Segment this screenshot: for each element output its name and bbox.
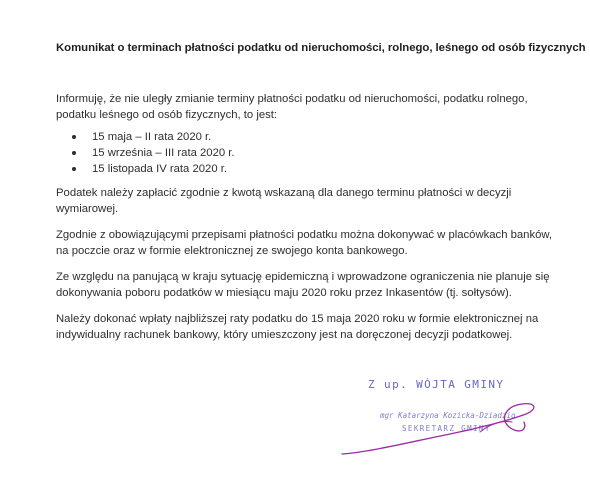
official-stamp [330,362,570,472]
bullet-icon [72,135,76,139]
bullet-icon [72,151,76,155]
paragraph-deadline: Należy dokonać wpłaty najbliższej raty podatku do 15 maja 2020 roku w formie elektronicznej na indywidualny rachunek bankowy, który umieszczony jest na doręczonej decyzji podatkowej. [56,313,539,341]
list-item [56,129,556,145]
list-item [56,145,556,161]
stamp-authority: Z up. WÓJTA GMINY [368,378,505,391]
bullet-icon [72,167,76,171]
paragraph-epidemic-notice: Ze względu na panującą w kraju sytuację epidemiczną i wprowadzone ograniczenia nie planuje się dokonywania poboru podatków w miesiącu maju 2020 roku przez Inkasentów (tj. sołtysów). [56,271,550,299]
payment-date-2: 15 września – III rata 2020 r. [92,147,235,159]
payment-dates-list [56,129,556,177]
stamp-name: mgr Katarzyna Kozicka-Dziadzio [380,411,516,420]
paragraph-payment-amount: Podatek należy zapłacić zgodnie z kwotą wskazaną dla danego terminu płatności w decyzji wymiarowej. [56,187,512,215]
list-item [56,161,556,177]
signature-block [330,362,570,472]
payment-date-3: 15 listopada IV rata 2020 r. [92,163,228,175]
stamp-title: SEKRETARZ GMINY [402,424,491,433]
paragraph-payment-methods: Zgodnie z obowiązującymi przepisami płatności podatku można dokonywać w placówkach banków, na poczcie oraz w formie elektronicznej ze swojego konta bankowego. [56,229,553,257]
intro-paragraph: Informuję, że nie uległy zmianie terminy płatności podatku od nieruchomości, podatku rolnego, podatku leśnego od osób fizycznych, to jest: [56,93,528,121]
document-title: Komunikat o terminach płatności podatku od nieruchomości, rolnego, leśnego od osób fizycznych [56,42,586,54]
document-body [56,91,556,353]
payment-date-1: 15 maja – II rata 2020 r. [92,131,212,143]
